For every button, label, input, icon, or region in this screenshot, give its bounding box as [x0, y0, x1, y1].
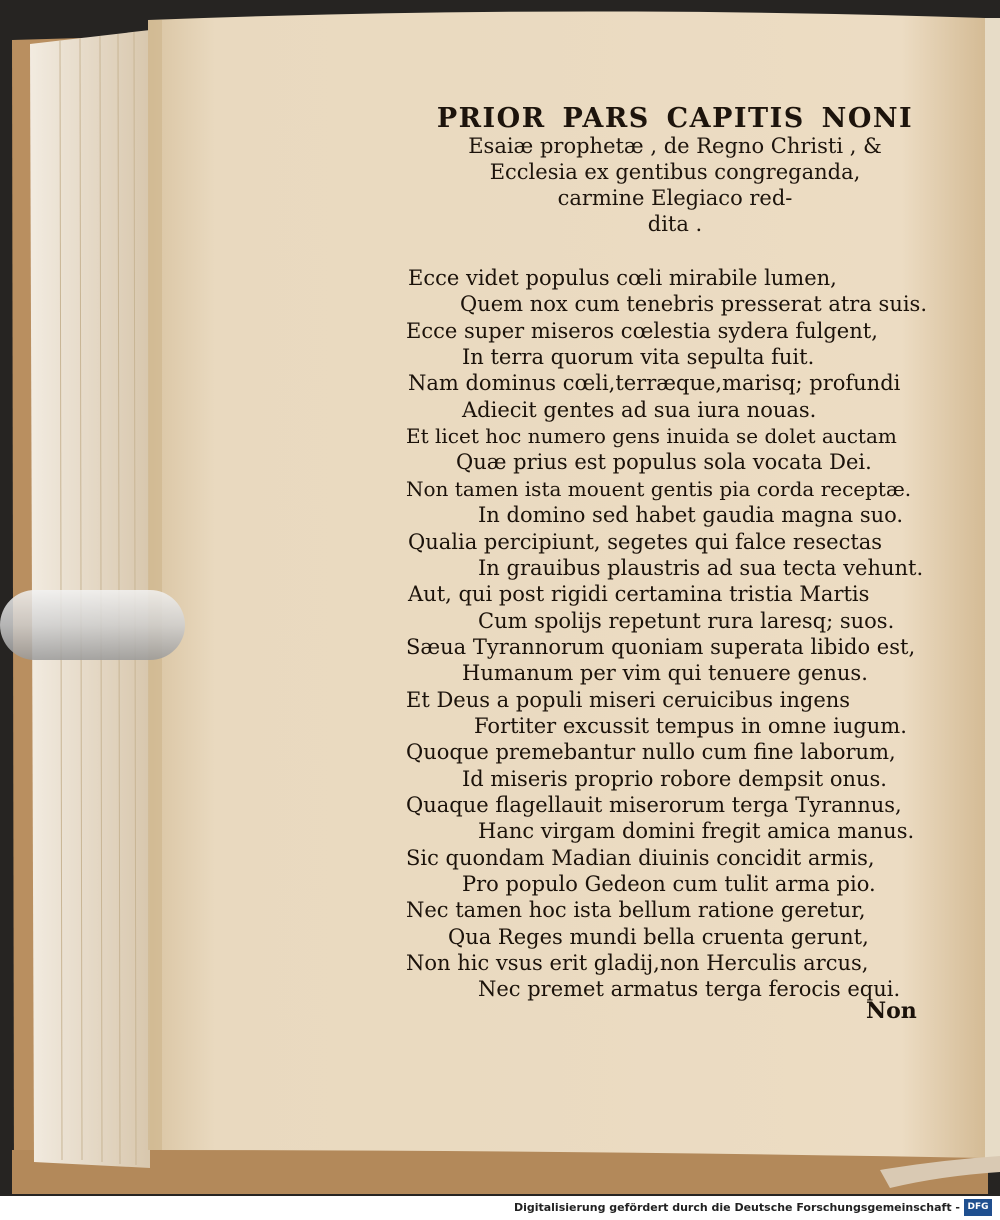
verse-line: Non tamen ista mouent gentis pia corda receptæ.	[406, 477, 912, 501]
verse-line: Quem nox cum tenebris presserat atra suis.	[460, 292, 928, 316]
verse-line: Humanum per vim qui tenuere genus.	[462, 661, 868, 685]
verse-line: Qualia percipiunt, segetes qui falce resectas	[408, 530, 883, 554]
subtitle-line: Esaiæ prophetæ , de Regno Christi , &	[468, 134, 882, 158]
footer-bar	[0, 1196, 1000, 1220]
verse-line: Et licet hoc numero gens inuida se dolet auctam	[406, 424, 897, 448]
verse-line: Quæ prius est populus sola vocata Dei.	[456, 450, 872, 474]
verse-line: In grauibus plaustris ad sua tecta vehunt.	[478, 556, 924, 580]
verse-line: Cum spolijs repetunt rura laresq; suos.	[478, 609, 895, 633]
chapter-title: PRIOR PARS CAPITIS NONI	[436, 103, 914, 134]
verse-line: Ecce videt populus cœli mirabile lumen,	[408, 266, 837, 290]
verse-line: Et Deus a populi miseri ceruicibus ingens	[406, 688, 851, 712]
verse-line: Quaque flagellauit miserorum terga Tyrannus,	[406, 793, 902, 817]
verse-line: Sic quondam Madian diuinis concidit armis,	[406, 846, 875, 870]
dfg-logo-icon: DFG	[964, 1199, 992, 1216]
verse-line: Id miseris proprio robore dempsit onus.	[462, 767, 887, 791]
subtitle-line: dita .	[647, 212, 703, 236]
verse-line: Ecce super miseros cœlestia sydera fulgent,	[406, 319, 878, 343]
verse-line: Nam dominus cœli,terræque,marisq; profundi	[408, 371, 901, 395]
catchword: Non	[866, 998, 917, 1024]
verse-line: Non hic vsus erit gladij,non Herculis arcus,	[406, 951, 869, 975]
verse-line: Nec premet armatus terga ferocis equi.	[478, 977, 901, 1001]
verse-line: Hanc virgam domini fregit amica manus.	[478, 819, 915, 843]
verse-line: Sæua Tyrannorum quoniam superata libido est,	[406, 635, 916, 659]
verse-line: Adiecit gentes ad sua iura nouas.	[462, 398, 817, 422]
subtitle-line: Ecclesia ex gentibus congreganda,	[489, 160, 861, 184]
verse-line: In terra quorum vita sepulta fuit.	[462, 345, 815, 369]
verse-line: Nec tamen hoc ista bellum ratione geretur,	[406, 898, 866, 922]
verse-line: Quoque premebantur nullo cum fine laborum,	[406, 740, 896, 764]
verse-line: Fortiter excussit tempus in omne iugum.	[474, 714, 907, 738]
verse-line: In domino sed habet gaudia magna suo.	[478, 503, 904, 527]
verse-line: Pro populo Gedeon cum tulit arma pio.	[462, 872, 876, 896]
verse-line: Qua Reges mundi bella cruenta gerunt,	[448, 925, 869, 949]
verse-line: Aut, qui post rigidi certamina tristia Martis	[408, 582, 870, 606]
subtitle-line: carmine Elegiaco red-	[557, 186, 793, 210]
footer-credit: Digitalisierung gefördert durch die Deutsche Forschungsgemeinschaft -	[513, 1201, 960, 1214]
